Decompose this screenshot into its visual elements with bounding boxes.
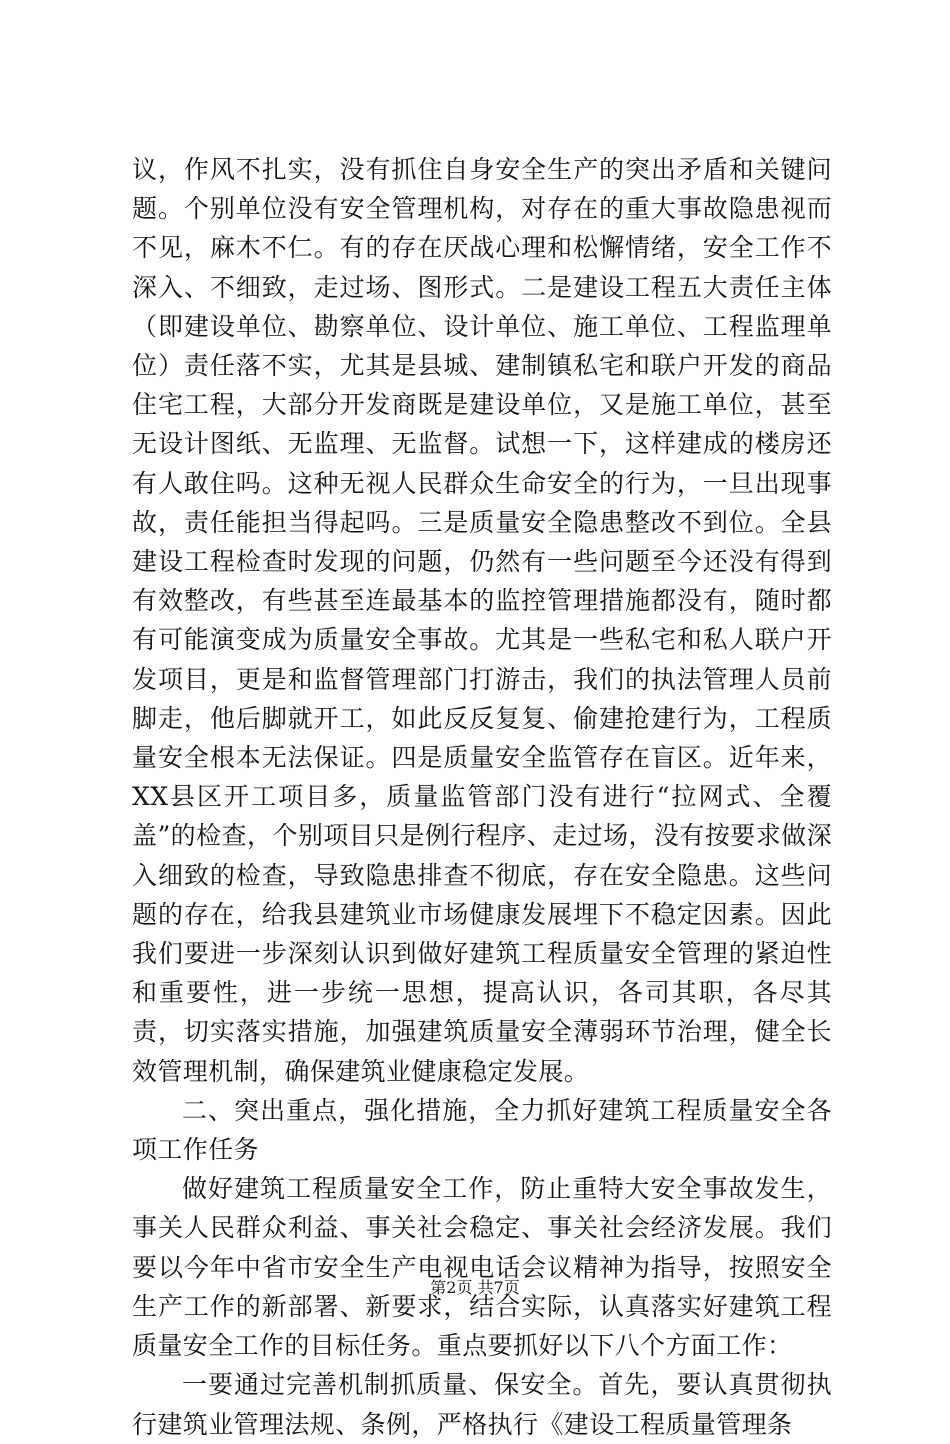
section-heading: 二、突出重点，强化措施，全力抓好建筑工程质量安全各项工作任务 (132, 1095, 832, 1165)
paragraph-continuation: 议，作风不扎实，没有抓住自身安全生产的突出矛盾和关键问题。个别单位没有安全管理机构，对存在的重大事故隐患视而不见，麻木不仁。有的存在厌战心理和松懈情绪，安全工作不深入、不细致，走过场、图形式。二是建设工程五大责任主体（即建设单位、勘察单位、设计单位、施工单位、工程监理单位）责任落不实，尤其是县城、建制镇私宅和联户开发的商品住宅工程，大部分开发商既是建设单位，又是施工单位，甚至无设计图纸、无监理、无监督。试想一下，这样建成的楼房还有人敢住吗。这种无视人民群众生命安全的行为，一旦出现事故，责任能担当得起吗。三是质量安全隐患整改不到位。全县建设工程检查时发现的问题，仍然有一些问题至今还没有得到有效整改，有些甚至连最基本的监控管理措施都没有，随时都有可能演变成为质量安全事故。尤其是一些私宅和私人联户开发项目，更是和监督管理部门打游击，我们的执法管理人员前脚走，他后脚就开工，如此反反复复、偷建抢建行为，工程质量安全根本无法保证。四是质量安全监管存在盲区。近年来，XX县区开工项目多，质量监管部门没有进行“拉网式、全覆盖”的检查，个别项目只是例行程序、走过场，没有按要求做深入细致的检查，导致隐患排查不彻底，存在安全隐患。这些问题的存在，给我县建筑业市场健康发展埋下不稳定因素。因此我们要进一步深刻认识到做好建筑工程质量安全管理的紧迫性和重要性，进一步统一思想，提高认识，各司其职，各尽其责，切实落实措施，加强建筑质量安全薄弱环节治理，健全长效管理机制，确保建筑业健康稳定发展。 (132, 155, 832, 1086)
paragraph: 一要通过完善机制抓质量、保安全。首先，要认真贯彻执行建筑业管理法规、条例，严格执行《建设工程质量管理条 (132, 1370, 832, 1439)
page-footer: 第2页 共7页 (430, 1278, 520, 1297)
document-body (132, 150, 832, 1444)
paragraph: 做好建筑工程质量安全工作，防止重特大安全事故发生，事关人民群众利益、事关社会稳定、事关社会经济发展。我们要以今年中省市安全生产电视电话会议精神为指导，按照安全生产工作的新部署、新要求，结合实际，认真落实好建筑工程质量安全工作的目标任务。重点要抓好以下八个方面工作： (132, 1174, 832, 1361)
